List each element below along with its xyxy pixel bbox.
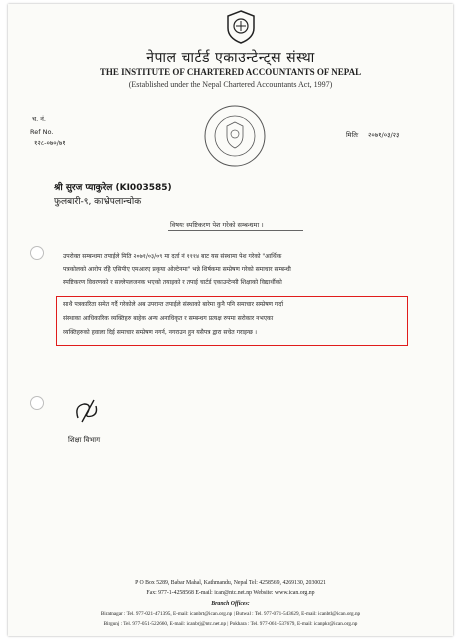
ref-no-label: Ref No. (30, 128, 54, 136)
date-value: २०७१/०३/२३ (368, 131, 400, 139)
addressee-name: श्री सुरज प्याकुरेल (KI003585) (54, 183, 172, 193)
punch-hole-icon (30, 246, 44, 260)
ref-no-value: १२८-०७०/७१ (34, 139, 66, 147)
footer-address: P O Box 5289, Babar Mahal, Kathmandu, Nepal Tel: 4258569, 4269130, 2030021 (135, 580, 326, 586)
org-established-line: (Established under the Nepal Chartered Accountants Act, 1997) (128, 80, 333, 89)
date-label: मितिः (346, 131, 359, 139)
highlighted-line-2: संस्थाका आधिकारिक व्यक्तिहरु बाहेक अन्य अनाधिकृत र सम्बन्धग प्रत्यक्ष रुपमा सरोकार नभएका (63, 315, 274, 322)
body-line-2: पत्रकोलको आरोप रहेि एसिपीए एमआरए प्रकृया ओल्टेनमा" भन्ने शिर्षकमा सम्प्रेषण गरेको समाचार सम्बन्धी (63, 266, 291, 273)
letter-page (8, 4, 453, 636)
footer-branch-line-1: Biratnagar : Tel. 977-021-471395, E-mail: icanbrt@ican.org.np | Butwal : Tel. 977-071-543629, E-mail: icanbtl@ican.org.np (100, 611, 361, 617)
punch-hole-icon (30, 396, 44, 410)
department-name: शिक्षा विभाग (68, 436, 101, 444)
org-name-english: THE INSTITUTE OF CHARTERED ACCOUNTANTS OF NEPAL (99, 67, 362, 77)
highlighted-line-3: व्यक्तिहरुको हवाला दिई समाचार सम्प्रेषण नगर्न, नगराउन हुन यसैपत्र द्वारा सचेत गराइन्छ । (63, 329, 258, 336)
cha-no-label: च. नं. (32, 115, 46, 123)
subject-line: विषयः स्पष्टिकरण पेश गरेको सम्बन्धमा । (170, 221, 264, 229)
body-line-3: स्पष्टिकरण विवरणको र सल्लेपलजनक भएको तयाइको र तपाई चार्टर्ड एकाउन्टेन्सी शिक्षाको विद्यार्थीको (63, 279, 282, 286)
footer-branch-line-2: Birgunj : Tel. 977-051-522660, E-mail: icanbrj@ntc.net.np | Pokhara : Tel. 977-061-537679, E-mail: icanpkr@ican.org.np (103, 621, 358, 627)
highlighted-line-1: साथै पत्रकारिता समेत गर्दै गरेकोले अब उपरान्त तपाईले संस्थाको बारेमा कुनै पनि समाचार सम्प्रेषण गर्दा (63, 301, 284, 308)
footer-fax: Fax: 977-1-4258568 E-mail: ican@ntc.net.np Website: www.ican.org.np (146, 590, 315, 596)
addressee-address: फुलबारी-९, काभ्रेपलान्चोक (54, 197, 142, 207)
ican-logo-icon (226, 10, 256, 44)
body-line-1: उपरोक्त सम्बन्धमा तपाईले मिति २०७१/०३/०९ मा दर्ता नं १११४ बाट यस संस्थामा पेश गरेको "आर्थिक (63, 253, 282, 260)
official-seal-icon (203, 104, 267, 168)
subject-underline (168, 230, 303, 231)
footer-branch-title: Branch Offices: (211, 601, 250, 607)
org-name-nepali: नेपाल चार्टर्ड एकाउन्टेन्ट्स संस्था (146, 50, 315, 66)
signature-icon (72, 398, 102, 424)
